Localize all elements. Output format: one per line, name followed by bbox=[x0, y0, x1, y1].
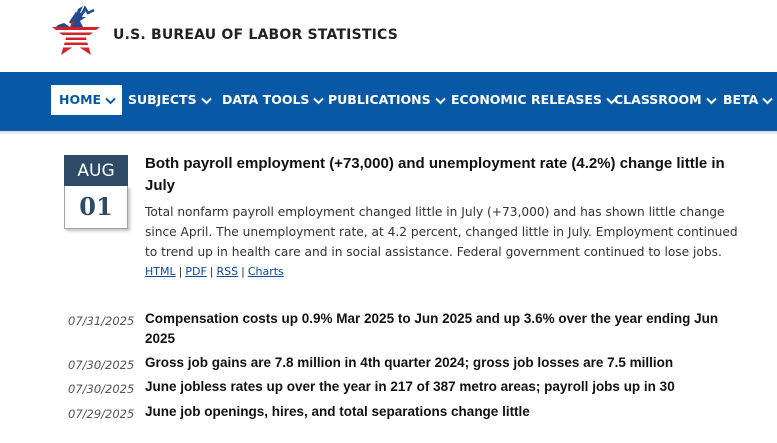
nav-label: SUBJECTS bbox=[128, 92, 197, 107]
nav-label: ECONOMIC RELEASES bbox=[451, 92, 602, 107]
chevron-down-icon bbox=[706, 97, 717, 105]
nav-data-tools[interactable] bbox=[222, 85, 324, 115]
nav-classroom[interactable] bbox=[614, 85, 717, 115]
nav-subjects[interactable] bbox=[128, 85, 212, 115]
main-nav bbox=[0, 72, 777, 131]
chevron-down-icon bbox=[105, 97, 116, 105]
featured-date-badge bbox=[64, 155, 128, 230]
site-header bbox=[0, 0, 777, 72]
link-html[interactable]: HTML bbox=[145, 265, 176, 278]
release-date: 07/30/2025 bbox=[68, 382, 135, 396]
release-title[interactable]: June jobless rates up over the year in 217 of 387 metro areas; payroll jobs up in 30 bbox=[145, 379, 675, 394]
link-rss[interactable]: RSS bbox=[216, 265, 239, 278]
featured-headline[interactable]: Both payroll employment (+73,000) and unemployment rate (4.2%) change little in July bbox=[145, 155, 725, 194]
nav-label: BETA bbox=[723, 92, 759, 107]
nav-economic-releases[interactable] bbox=[451, 85, 617, 115]
link-separator: | bbox=[178, 265, 183, 278]
link-pdf[interactable]: PDF bbox=[185, 265, 207, 278]
date-month: AUG bbox=[64, 155, 128, 186]
nav-publications[interactable] bbox=[328, 85, 446, 115]
link-separator: | bbox=[209, 265, 214, 278]
release-date: 07/31/2025 bbox=[68, 314, 135, 328]
featured-links bbox=[145, 265, 284, 278]
nav-label: HOME bbox=[59, 92, 102, 107]
date-day: 01 bbox=[64, 186, 128, 229]
nav-divider bbox=[0, 131, 777, 135]
bls-star-logo-icon[interactable] bbox=[50, 5, 102, 63]
release-title[interactable]: June job openings, hires, and total separations change little bbox=[145, 404, 530, 419]
featured-summary: Total nonfarm payroll employment changed little in July (+73,000) and has shown little change since April. The unemployment rate, at 4.2 percent, changed little in July. Employment continued to trend up in health care and in social assistance. Federal government continued to lose jobs. bbox=[145, 205, 738, 259]
nav-label: DATA TOOLS bbox=[222, 92, 310, 107]
chevron-down-icon bbox=[201, 97, 212, 105]
release-date: 07/29/2025 bbox=[68, 407, 135, 421]
link-charts[interactable]: Charts bbox=[247, 265, 284, 278]
nav-label: CLASSROOM bbox=[614, 92, 702, 107]
nav-home[interactable] bbox=[51, 85, 122, 115]
agency-name[interactable]: U.S. BUREAU OF LABOR STATISTICS bbox=[113, 27, 399, 43]
link-separator: | bbox=[241, 265, 245, 278]
chevron-down-icon bbox=[313, 97, 324, 105]
nav-beta[interactable] bbox=[723, 85, 773, 115]
chevron-down-icon bbox=[762, 97, 773, 105]
nav-label: PUBLICATIONS bbox=[328, 92, 431, 107]
release-date: 07/30/2025 bbox=[68, 358, 135, 372]
release-title[interactable]: Gross job gains are 7.8 million in 4th quarter 2024; gross job losses are 7.5 million bbox=[145, 355, 674, 370]
chevron-down-icon bbox=[435, 97, 446, 105]
release-title[interactable]: Compensation costs up 0.9% Mar 2025 to Jun 2025 and up 3.6% over the year ending Jun 2025 bbox=[145, 311, 719, 346]
